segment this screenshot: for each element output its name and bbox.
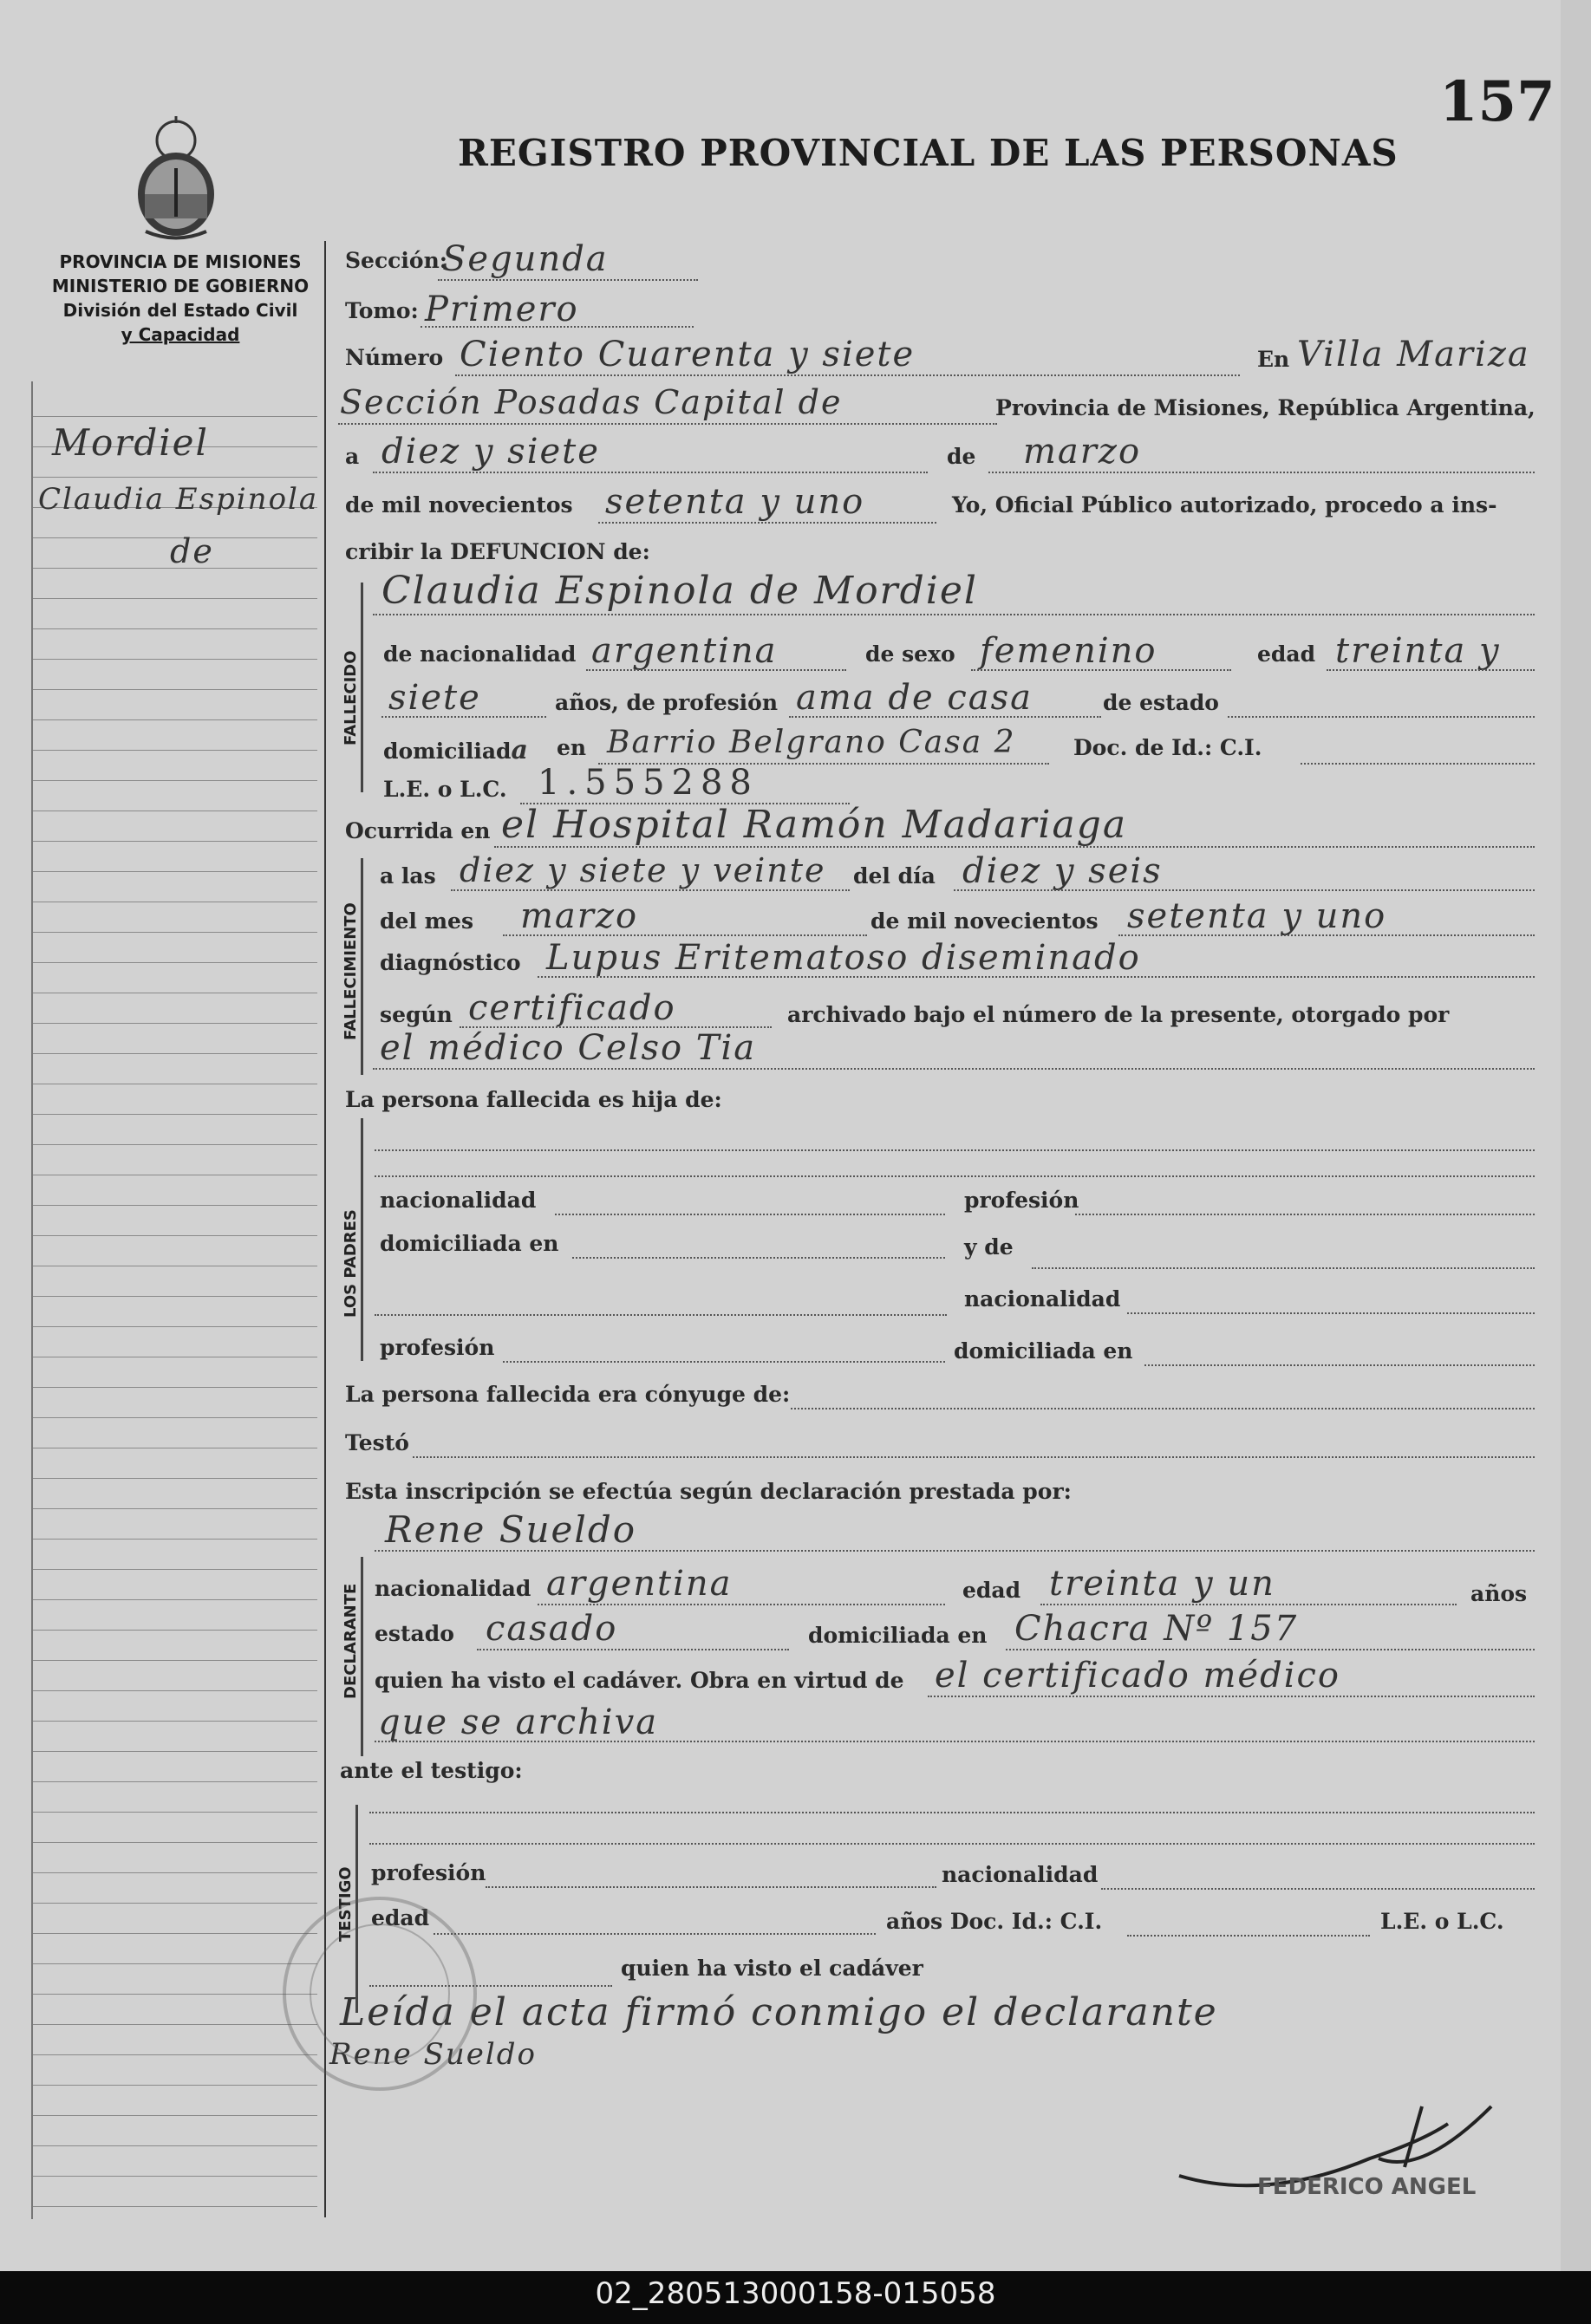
- fallecimiento-bar: [361, 858, 363, 1075]
- margin-rule: [33, 1539, 317, 1540]
- declarante-nacionalidad: argentina: [546, 1564, 733, 1604]
- declarante-nacionalidad-label: nacionalidad: [375, 1576, 531, 1601]
- fallecido-anios-label: años, de profesión: [555, 690, 779, 715]
- testigo-profesion-label: profesión: [371, 1860, 486, 1885]
- testigo-ante-label: ante el testigo:: [340, 1758, 523, 1783]
- margin-rule: [33, 1508, 317, 1509]
- testigo-edad-label: edad: [371, 1905, 430, 1930]
- header-block: [42, 250, 319, 347]
- fallecido-en-label: en: [557, 735, 587, 760]
- declarante-domiciliada-label: domiciliada en: [808, 1623, 988, 1648]
- cribir-label: cribir la DEFUNCION de:: [345, 539, 650, 564]
- testigo-nacionalidad-label: nacionalidad: [942, 1862, 1099, 1887]
- padres-profesion2-label: profesión: [380, 1335, 495, 1360]
- ocurrida-label: Ocurrida en: [345, 818, 491, 843]
- ministry-name: MINISTERIO DE GOBIERNO: [51, 276, 310, 296]
- margin-rule: [33, 628, 317, 629]
- declarante-bar: [361, 1557, 363, 1756]
- padres-section-label: LOS PADRES: [342, 1209, 360, 1318]
- margin-de: de: [170, 532, 214, 570]
- fallecido-sexo-label: de sexo: [865, 641, 955, 667]
- margin-rule: [33, 2176, 317, 2177]
- padres-domiciliada2-label: domiciliada en: [954, 1338, 1133, 1364]
- segun-label: según: [380, 1002, 453, 1027]
- fallecido-le-label: L.E. o L.C.: [383, 777, 507, 802]
- provincia-label: Provincia de Misiones, República Argentina,: [995, 395, 1536, 420]
- margin-rule: [33, 719, 317, 720]
- margin-rule: [33, 2054, 317, 2055]
- margin-rule: [33, 1812, 317, 1813]
- fallecido-domicilio: Barrio Belgrano Casa 2: [607, 725, 1016, 760]
- del-dia-label: del día: [853, 863, 936, 889]
- testigo-section-label: TESTIGO: [336, 1866, 355, 1942]
- ocurrida-lugar: el Hospital Ramón Madariaga: [501, 803, 1128, 847]
- stamp-text: FEDERICO ANGEL: [1257, 2174, 1477, 2200]
- margin-rule: [33, 1660, 317, 1661]
- del-mes-label: del mes: [380, 908, 474, 934]
- declarante-section-label: DECLARANTE: [342, 1583, 360, 1699]
- lugar-value: Sección Posadas Capital de: [340, 383, 843, 421]
- declarante-virtud: el certificado médico: [935, 1656, 1340, 1696]
- a-label: a: [345, 444, 360, 469]
- margin-rule: [33, 1933, 317, 1934]
- cierre-line-1: Leída el acta firmó conmigo el declarante: [340, 1990, 1218, 2034]
- margin-rule: [33, 1235, 317, 1236]
- division-name: División del Estado Civil: [62, 300, 298, 321]
- margin-rule: [33, 1053, 317, 1054]
- margin-rule: [33, 1599, 317, 1600]
- margin-rule: [33, 1630, 317, 1631]
- declarante-estado: casado: [486, 1609, 618, 1649]
- dia-value: diez y seis: [962, 851, 1163, 891]
- dia-value: diez y siete: [381, 432, 600, 472]
- margin-given-name: Claudia Espinola: [38, 482, 319, 517]
- fallecido-nacionalidad-label: de nacionalidad: [383, 641, 577, 667]
- diagnostico-value: Lupus Eritematoso diseminado: [546, 938, 1141, 978]
- margin-rule: [33, 1903, 317, 1904]
- margin-rule: [33, 1963, 317, 1964]
- seccion-label: Sección:: [345, 248, 447, 273]
- margin-rule: [33, 1569, 317, 1570]
- mil-label: de mil novecientos: [345, 492, 573, 518]
- padres-y-de-label: y de: [964, 1234, 1014, 1260]
- margin-surname: Mordiel: [52, 421, 209, 464]
- margin-rule: [33, 1721, 317, 1722]
- testo-label: Testó: [345, 1430, 409, 1455]
- fallecido-domiciliada-label: [383, 735, 530, 765]
- margin-rule: [33, 1751, 317, 1752]
- anio-value: setenta y uno: [605, 482, 865, 522]
- otorgado-value: el médico Celso Tia: [380, 1028, 757, 1068]
- testigo-le-label: L.E. o L.C.: [1380, 1909, 1504, 1934]
- fallecido-section-label: FALLECIDO: [342, 650, 360, 745]
- seccion-value: Segunda: [442, 239, 609, 279]
- cierre-line-2: Rene Sueldo: [329, 2037, 537, 2072]
- province-name: PROVINCIA DE MISIONES: [59, 251, 302, 272]
- a-las-label: a las: [380, 863, 436, 889]
- segun-value: certificado: [468, 988, 676, 1028]
- margin-rule: [33, 2115, 317, 2116]
- fallecido-doc-label: Doc. de Id.: C.I.: [1073, 735, 1262, 760]
- padres-domiciliada-label: domiciliada en: [380, 1231, 559, 1256]
- margin-rule: [33, 2024, 317, 2025]
- margin-rule: [33, 780, 317, 781]
- margin-rule: [33, 2206, 317, 2207]
- mes-value: marzo: [520, 896, 639, 936]
- margin-rule: [33, 810, 317, 811]
- margin-rule: [33, 2145, 317, 2146]
- margin-rule: [33, 1842, 317, 1843]
- declarante-edad-label: edad: [962, 1578, 1021, 1603]
- margin-rule: [33, 416, 317, 417]
- conyuge-label: La persona fallecida era cónyuge de:: [345, 1382, 791, 1407]
- fallecido-nombre: Claudia Espinola de Mordiel: [381, 569, 978, 613]
- page-number: 157: [1439, 69, 1555, 134]
- fallecido-edad-1: treinta y: [1335, 631, 1501, 671]
- mes-value: marzo: [1023, 432, 1142, 472]
- margin-rule: [33, 689, 317, 690]
- margin-rule: [33, 1326, 317, 1327]
- declarante-estado-label: estado: [375, 1621, 454, 1646]
- testigo-visto-label: quien ha visto el cadáver: [621, 1956, 923, 1981]
- anio-fall-value: setenta y uno: [1127, 896, 1387, 936]
- margin-rule: [33, 1296, 317, 1297]
- fallecido-le: 1.555288: [538, 763, 759, 803]
- margin-rule: [33, 1872, 317, 1873]
- hija-label: La persona fallecida es hija de:: [345, 1087, 722, 1112]
- margin-rule: [33, 962, 317, 963]
- domiciliada-suffix: a: [511, 735, 530, 765]
- capacity-name: y Capacidad: [121, 324, 240, 345]
- fallecido-edad-label: edad: [1257, 641, 1316, 667]
- padres-nacionalidad2-label: nacionalidad: [964, 1286, 1121, 1312]
- margin-rule: [33, 1994, 317, 1995]
- seal-stamp-icon: [276, 1890, 484, 2098]
- declarante-virtud-2: que se archiva: [378, 1702, 659, 1742]
- margin-rule: [33, 1387, 317, 1388]
- margin-rule: [33, 1781, 317, 1782]
- margin-rule: [33, 477, 317, 478]
- yo-label: Yo, Oficial Público autorizado, procedo a ins-: [952, 492, 1497, 518]
- margin-rule: [33, 932, 317, 933]
- fallecimiento-section-label: FALLECIMIENTO: [342, 902, 360, 1040]
- hora-value: diez y siete y veinte: [460, 851, 826, 889]
- numero-value: Ciento Cuarenta y siete: [460, 335, 916, 374]
- en-label: En: [1257, 347, 1290, 372]
- declaracion-label: Esta inscripción se efectúa según declaración prestada por:: [345, 1479, 1072, 1504]
- coat-of-arms-icon: [128, 114, 224, 243]
- margin-rule: [33, 598, 317, 599]
- tomo-label: Tomo:: [345, 298, 419, 323]
- de-label: de: [947, 444, 976, 469]
- domiciliada-text: domiciliad: [383, 739, 512, 764]
- margin-rule: [33, 2085, 317, 2086]
- fallecido-edad-2: siete: [388, 678, 481, 718]
- tomo-value: Primero: [425, 290, 579, 329]
- padres-profesion-label: profesión: [964, 1188, 1079, 1213]
- fallecido-nacionalidad: argentina: [591, 631, 778, 671]
- archivado-label: archivado bajo el número de la presente, otorgado por: [787, 1002, 1450, 1027]
- fallecido-profesion: ama de casa: [796, 678, 1033, 718]
- fallecido-estado-label: de estado: [1103, 690, 1219, 715]
- padres-nacionalidad-label: nacionalidad: [380, 1188, 537, 1213]
- margin-rule: [33, 871, 317, 872]
- mil-fall-label: de mil novecientos: [870, 908, 1099, 934]
- margin-rule: [33, 841, 317, 842]
- declarante-nombre: Rene Sueldo: [385, 1508, 637, 1551]
- testigo-anios-label: años Doc. Id.: C.I.: [886, 1909, 1103, 1934]
- fallecido-bar: [361, 583, 363, 792]
- margin-rule: [33, 750, 317, 751]
- footer-id: 02_280513000158-015058: [595, 2276, 996, 2311]
- margin-rule: [33, 1417, 317, 1418]
- margin-rule: [33, 1144, 317, 1145]
- page-title: REGISTRO PROVINCIAL DE LAS PERSONAS: [458, 132, 1399, 174]
- margin-rule: [33, 1478, 317, 1479]
- padres-bar: [361, 1118, 363, 1361]
- en-value: Villa Mariza: [1297, 335, 1530, 374]
- margin-rule: [33, 659, 317, 660]
- declarante-visto-label: quien ha visto el cadáver. Obra en virtud de: [375, 1668, 904, 1693]
- numero-label: Número: [345, 345, 444, 370]
- fallecido-sexo: femenino: [980, 631, 1157, 671]
- declarante-anios-label: años: [1470, 1581, 1528, 1606]
- margin-left-edge: [31, 381, 33, 2219]
- margin-rule: [33, 1023, 317, 1024]
- declarante-edad: treinta y un: [1049, 1564, 1275, 1604]
- margin-rule: [33, 1114, 317, 1115]
- diagnostico-label: diagnóstico: [380, 950, 521, 975]
- margin-rule: [33, 1690, 317, 1691]
- declarante-domicilio: Chacra Nº 157: [1014, 1609, 1299, 1649]
- margin-rule: [33, 1205, 317, 1206]
